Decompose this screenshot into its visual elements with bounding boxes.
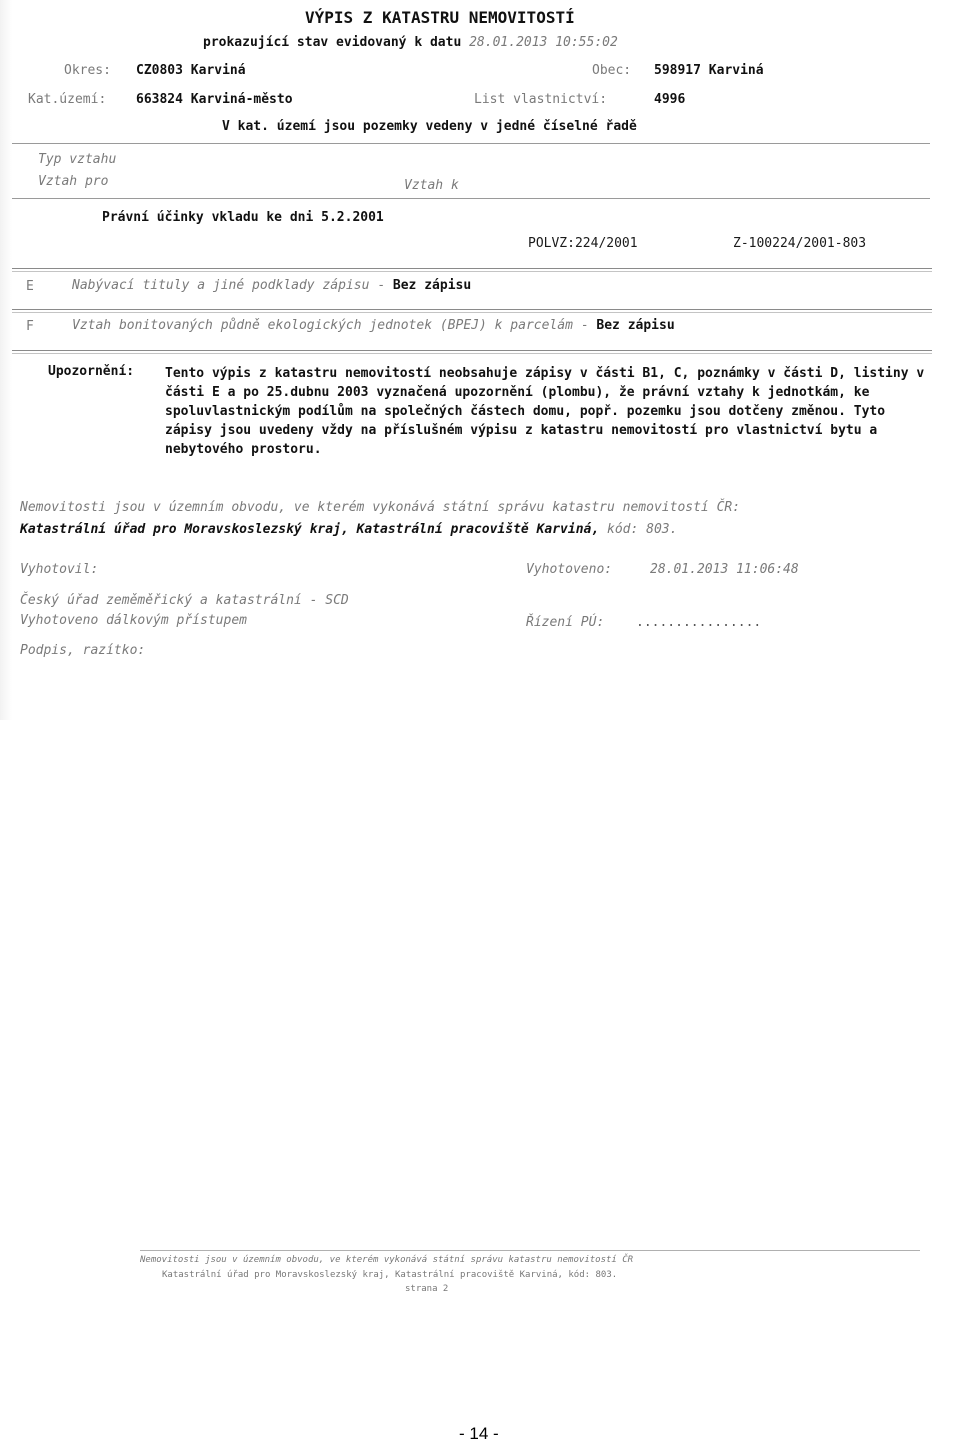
divider	[0, 350, 932, 354]
vyhotovil-label: Vyhotovil:	[20, 562, 99, 577]
z-number: Z-100224/2001-803	[733, 236, 867, 251]
obvod-office	[20, 522, 677, 537]
katuzemi-value: 663824 Karviná-město	[136, 92, 293, 107]
scan-shadow	[0, 0, 12, 720]
footer-line: Nemovitosti jsou v územním obvodu, ve kterém vykonává státní správu katastru nemovitostí ČR	[140, 1255, 634, 1265]
rizeni-label: Řízení PÚ:	[526, 615, 605, 630]
section-e-title: Nabývací tituly a jiné podklady zápisu	[72, 278, 370, 293]
cislelna-rada-note: V kat. území jsou pozemky vedeny v jedné číselné řadě	[222, 119, 637, 134]
vyhotoveno-label: Vyhotoveno:	[526, 562, 613, 577]
rizeni-value: ................	[636, 615, 762, 630]
page-number: - 14 -	[459, 1424, 499, 1443]
obec-value: 598917 Karviná	[654, 63, 764, 78]
upozorneni-text: Tento výpis z katastru nemovitostí neobsahuje zápisy v části B1, C, poznámky v části D, listiny v části E a po 25.dubnu 2003 vyznačená upozornění (plombu), že právní vztahy k jednotkám, ke spoluvlastnickým podílům na společných částech domu, popř. pozemku jsou dotčeny změnou. Tyto zápisy jsou uvedeny vždy na příslušném výpisu z katastru nemovitostí pro vlastnictví bytu a nebytového prostoru.	[165, 366, 925, 457]
section-e-letter: E	[26, 279, 34, 294]
typ-vztahu-label: Typ vztahu	[38, 152, 117, 167]
section-f-letter: F	[26, 319, 34, 334]
section-f-row	[72, 318, 675, 333]
vyhotovil-org: Český úřad zeměměřický a katastrální - SCD	[20, 593, 349, 608]
footer-page: strana 2	[405, 1284, 449, 1294]
katuzemi-label: Kat.území:	[28, 92, 107, 107]
page-title: VÝPIS Z KATASTRU NEMOVITOSTÍ	[305, 8, 575, 27]
section-f-value: Bez zápisu	[596, 318, 675, 333]
obvod-office-name: Katastrální úřad pro Moravskoslezský kraj, Katastrální pracoviště Karviná,	[20, 522, 600, 537]
vyhotoveno-dalkove: Vyhotoveno dálkovým přístupem	[20, 613, 247, 628]
okres-value: CZ0803 Karviná	[136, 63, 246, 78]
vztah-k-label: Vztah k	[404, 178, 459, 193]
section-f-title: Vztah bonitovaných půdně ekologických jednotek (BPEJ) k parcelám	[72, 318, 573, 333]
divider	[0, 198, 930, 199]
lv-label: List vlastnictví:	[474, 92, 608, 107]
section-e-row	[72, 278, 471, 293]
vztah-pro-label: Vztah pro	[38, 174, 109, 189]
footer-divider	[140, 1250, 920, 1251]
subtitle-label: prokazující stav evidovaný k datu	[203, 35, 462, 50]
section-f-dash: -	[580, 318, 589, 333]
okres-label: Okres:	[64, 63, 111, 78]
lv-value: 4996	[654, 92, 686, 107]
subtitle-datetime: 28.01.2013 10:55:02	[469, 35, 618, 50]
vyhotoveno-value: 28.01.2013 11:06:48	[650, 562, 799, 577]
podpis-label: Podpis, razítko:	[20, 643, 146, 658]
pravni-ucinky: Právní účinky vkladu ke dni 5.2.2001	[102, 210, 384, 225]
obvod-line: Nemovitosti jsou v územním obvodu, ve kterém vykonává státní správu katastru nemovitostí ČR:	[20, 500, 741, 515]
obec-label: Obec:	[592, 63, 632, 78]
divider	[0, 143, 930, 144]
obvod-office-kod: kód: 803.	[607, 522, 678, 537]
upozorneni-label: Upozornění:	[48, 364, 135, 379]
divider	[0, 268, 932, 272]
subtitle	[203, 35, 618, 50]
section-e-dash: -	[377, 278, 386, 293]
section-e-value: Bez zápisu	[392, 278, 472, 293]
polvz-number: POLVZ:224/2001	[528, 236, 638, 251]
divider	[0, 309, 932, 313]
footer-office: Katastrální úřad pro Moravskoslezský kraj, Katastrální pracoviště Karviná, kód: 803.	[162, 1270, 618, 1280]
